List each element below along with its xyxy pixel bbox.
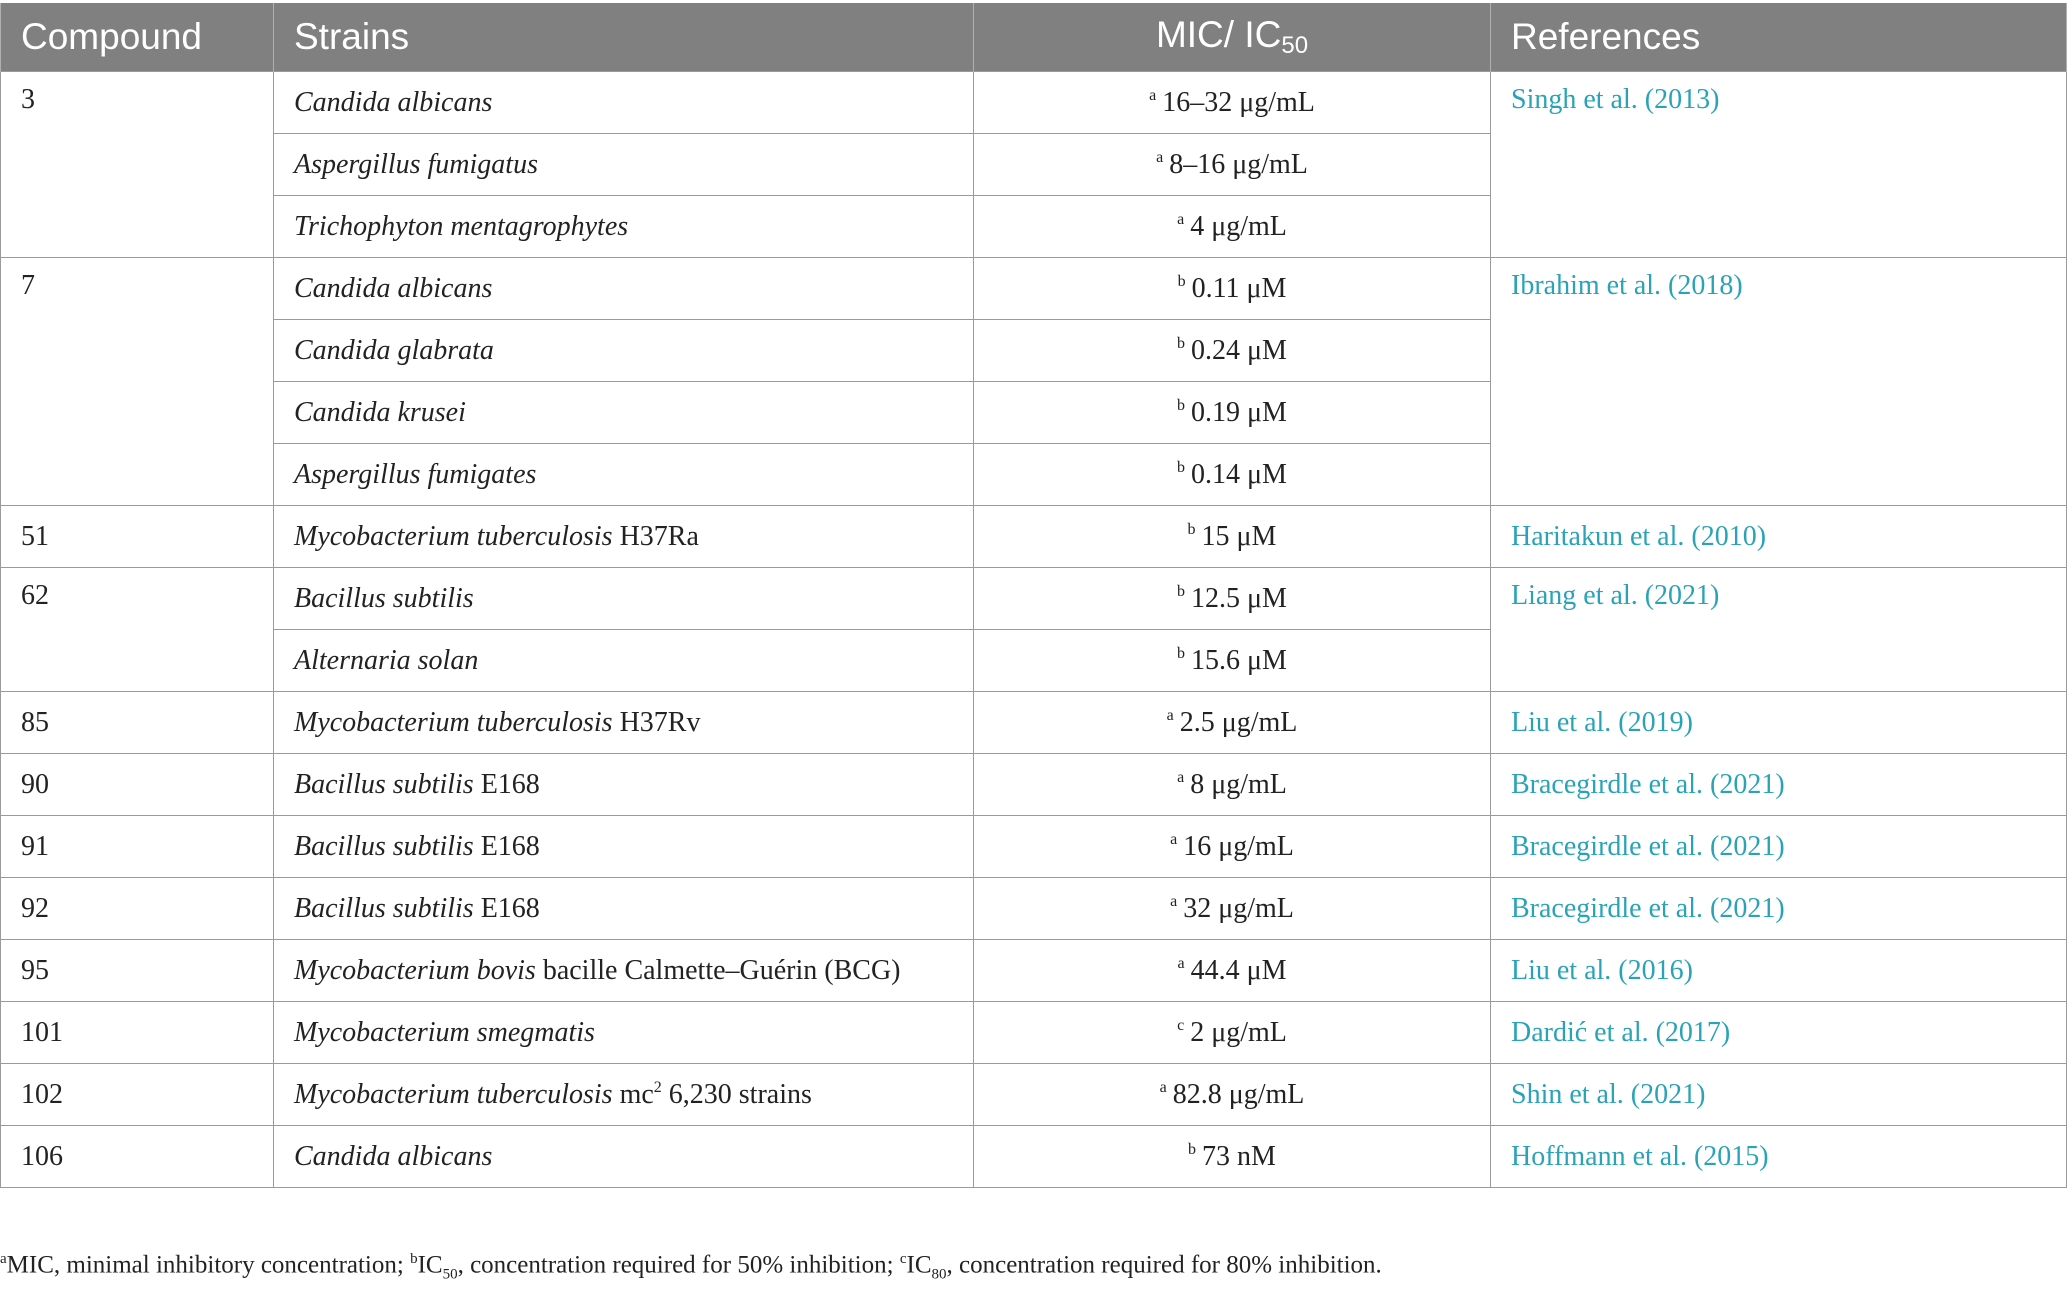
- footnote-marker-a: a: [0, 1251, 7, 1267]
- strain-cell: [274, 816, 974, 878]
- strain-cell: [274, 72, 974, 134]
- mic-cell: [974, 692, 1491, 754]
- mic-footnote-marker: b: [1177, 334, 1186, 352]
- mic-footnote-marker: a: [1177, 768, 1185, 786]
- table-row: [1, 1064, 2067, 1126]
- header-mic-label: MIC/ IC: [1155, 14, 1282, 55]
- mic-cell: [974, 940, 1491, 1002]
- table-row: [1, 754, 2067, 816]
- strain-name: Candida albicans: [294, 272, 493, 304]
- footnote-marker-c: c: [899, 1251, 907, 1267]
- mic-value: 44.4 μM: [1190, 954, 1287, 986]
- strain-cell: [274, 1126, 974, 1188]
- mic-value: 15 μM: [1201, 520, 1277, 552]
- mic-value: 32 μg/mL: [1183, 892, 1294, 924]
- compound-cell: 51: [1, 506, 274, 568]
- mic-cell: [974, 816, 1491, 878]
- mic-value: 16–32 μg/mL: [1162, 86, 1315, 118]
- footnote-a-text: MIC, minimal inhibitory concentration;: [6, 1251, 411, 1279]
- mic-cell: [974, 258, 1491, 320]
- strain-suffix: E168: [473, 768, 540, 800]
- strain-suffix: H37Rv: [612, 706, 701, 738]
- table-footnote: [0, 1251, 1382, 1283]
- mic-footnote-marker: a: [1166, 706, 1174, 724]
- strain-name: Candida albicans: [294, 1140, 493, 1172]
- strain-name: Mycobacterium tuberculosis: [294, 520, 613, 552]
- compound-cell: 3: [1, 72, 274, 258]
- mic-footnote-marker: a: [1170, 892, 1178, 910]
- strain-suffix: H37Ra: [612, 520, 699, 552]
- strain-name: Bacillus subtilis: [294, 582, 474, 614]
- mic-cell: [974, 754, 1491, 816]
- mic-value: 12.5 μM: [1191, 582, 1287, 614]
- strain-name: Aspergillus fumigates: [294, 458, 537, 490]
- strain-name: Bacillus subtilis: [294, 892, 474, 924]
- reference-link[interactable]: Haritakun et al. (2010): [1491, 506, 2067, 568]
- header-compound: Compound: [1, 3, 274, 72]
- mic-value: 8–16 μg/mL: [1169, 148, 1308, 180]
- mic-footnote-marker: b: [1187, 520, 1196, 538]
- mic-footnote-marker: b: [1177, 458, 1186, 476]
- mic-value: 0.19 μM: [1191, 396, 1287, 428]
- strain-name: Alternaria solan: [294, 644, 479, 676]
- mic-cell: [974, 196, 1491, 258]
- strain-cell: [274, 940, 974, 1002]
- strain-cell: [274, 878, 974, 940]
- mic-value: 0.14 μM: [1191, 458, 1287, 490]
- strain-name: Candida glabrata: [294, 334, 494, 366]
- table-row: [1, 568, 2067, 630]
- strain-cell: [274, 320, 974, 382]
- strain-name: Bacillus subtilis: [294, 830, 474, 862]
- compound-cell: 7: [1, 258, 274, 506]
- strain-cell: [274, 258, 974, 320]
- mic-value: 0.24 μM: [1191, 334, 1287, 366]
- strain-cell: [274, 506, 974, 568]
- table-row: [1, 506, 2067, 568]
- footnote-marker-b: b: [410, 1251, 418, 1267]
- reference-link[interactable]: Liu et al. (2016): [1491, 940, 2067, 1002]
- table-row: [1, 692, 2067, 754]
- strain-cell: [274, 382, 974, 444]
- mic-value: 16 μg/mL: [1183, 830, 1294, 862]
- reference-link[interactable]: Singh et al. (2013): [1491, 72, 2067, 258]
- mic-value: 8 μg/mL: [1190, 768, 1287, 800]
- strain-name: Bacillus subtilis: [294, 768, 474, 800]
- table-row: [1, 1126, 2067, 1188]
- reference-link[interactable]: Liu et al. (2019): [1491, 692, 2067, 754]
- strain-name: Mycobacterium bovis: [294, 954, 536, 986]
- strain-suffix: E168: [473, 830, 540, 862]
- strain-cell: [274, 1064, 974, 1126]
- header-mic: [974, 3, 1491, 72]
- mic-cell: [974, 320, 1491, 382]
- table-row: [1, 940, 2067, 1002]
- mic-footnote-marker: b: [1177, 582, 1186, 600]
- mic-cell: [974, 506, 1491, 568]
- mic-value: 15.6 μM: [1191, 644, 1287, 676]
- compound-cell: 92: [1, 878, 274, 940]
- strain-cell: [274, 692, 974, 754]
- table-row: [1, 1002, 2067, 1064]
- header-row: [1, 3, 2067, 72]
- strain-name: Mycobacterium tuberculosis: [294, 1078, 613, 1110]
- compound-cell: 106: [1, 1126, 274, 1188]
- table-row: [1, 878, 2067, 940]
- footnote-b-text: , concentration required for 50% inhibition;: [457, 1251, 900, 1279]
- strain-cell: [274, 754, 974, 816]
- strain-suffix: mc: [612, 1078, 654, 1110]
- footnote-c-subscript: 80: [931, 1266, 947, 1283]
- mic-cell: [974, 134, 1491, 196]
- mic-value: 73 nM: [1202, 1140, 1276, 1172]
- strain-name: Mycobacterium tuberculosis: [294, 706, 613, 738]
- compound-cell: 95: [1, 940, 274, 1002]
- strain-superscript: 2: [653, 1078, 662, 1096]
- reference-link[interactable]: Dardić et al. (2017): [1491, 1002, 2067, 1064]
- mic-value: 2 μg/mL: [1190, 1016, 1287, 1048]
- mic-footnote-marker: a: [1177, 954, 1185, 972]
- compound-cell: 101: [1, 1002, 274, 1064]
- footnote-c-label: IC: [906, 1251, 932, 1279]
- mic-cell: [974, 72, 1491, 134]
- mic-footnote-marker: a: [1170, 830, 1178, 848]
- mic-cell: [974, 630, 1491, 692]
- mic-value: 4 μg/mL: [1190, 210, 1287, 242]
- strain-name: Candida krusei: [294, 396, 466, 428]
- reference-link[interactable]: Shin et al. (2021): [1491, 1064, 2067, 1126]
- mic-footnote-marker: a: [1149, 86, 1157, 104]
- compound-cell: 102: [1, 1064, 274, 1126]
- table-row: [1, 258, 2067, 320]
- strain-cell: [274, 568, 974, 630]
- mic-footnote-marker: b: [1177, 396, 1186, 414]
- reference-link[interactable]: Liang et al. (2021): [1491, 568, 2067, 692]
- header-strains: Strains: [274, 3, 974, 72]
- mic-footnote-marker: b: [1177, 644, 1186, 662]
- reference-link[interactable]: Hoffmann et al. (2015): [1491, 1126, 2067, 1188]
- compound-cell: 62: [1, 568, 274, 692]
- strain-cell: [274, 134, 974, 196]
- compound-cell: 85: [1, 692, 274, 754]
- mic-value: 82.8 μg/mL: [1172, 1078, 1305, 1110]
- mic-value: 0.11 μM: [1191, 272, 1287, 304]
- strain-cell: [274, 630, 974, 692]
- table-row: [1, 816, 2067, 878]
- antimicrobial-activity-table: [0, 3, 2067, 1188]
- mic-value: 2.5 μg/mL: [1179, 706, 1298, 738]
- mic-cell: [974, 568, 1491, 630]
- footnote-b-subscript: 50: [442, 1266, 458, 1283]
- footnote-b-label: IC: [417, 1251, 443, 1279]
- footnote-c-text: , concentration required for 80% inhibition.: [946, 1251, 1382, 1279]
- mic-footnote-marker: c: [1177, 1016, 1185, 1034]
- mic-cell: [974, 878, 1491, 940]
- header-references: References: [1491, 3, 2067, 72]
- strain-name: Aspergillus fumigatus: [294, 148, 538, 180]
- strain-suffix: E168: [473, 892, 540, 924]
- header-mic-subscript: 50: [1281, 32, 1309, 59]
- compound-cell: 91: [1, 816, 274, 878]
- mic-footnote-marker: b: [1177, 272, 1186, 290]
- strain-name: Candida albicans: [294, 86, 493, 118]
- reference-link[interactable]: Bracegirdle et al. (2021): [1491, 878, 2067, 940]
- strain-suffix: bacille Calmette–Guérin (BCG): [535, 954, 901, 986]
- mic-cell: [974, 1002, 1491, 1064]
- strain-cell: [274, 444, 974, 506]
- table-row: [1, 72, 2067, 134]
- mic-cell: [974, 382, 1491, 444]
- mic-footnote-marker: a: [1156, 148, 1164, 166]
- mic-footnote-marker: b: [1188, 1140, 1197, 1158]
- reference-link[interactable]: Bracegirdle et al. (2021): [1491, 754, 2067, 816]
- mic-footnote-marker: a: [1159, 1078, 1167, 1096]
- compound-cell: 90: [1, 754, 274, 816]
- strain-cell: [274, 196, 974, 258]
- mic-cell: [974, 1064, 1491, 1126]
- mic-cell: [974, 1126, 1491, 1188]
- strain-name: Trichophyton mentagrophytes: [294, 210, 629, 242]
- strain-cell: [274, 1002, 974, 1064]
- strain-name: Mycobacterium smegmatis: [294, 1016, 595, 1048]
- mic-footnote-marker: a: [1177, 210, 1185, 228]
- strain-suffix-2: 6,230 strains: [661, 1078, 812, 1110]
- reference-link[interactable]: Bracegirdle et al. (2021): [1491, 816, 2067, 878]
- mic-cell: [974, 444, 1491, 506]
- reference-link[interactable]: Ibrahim et al. (2018): [1491, 258, 2067, 506]
